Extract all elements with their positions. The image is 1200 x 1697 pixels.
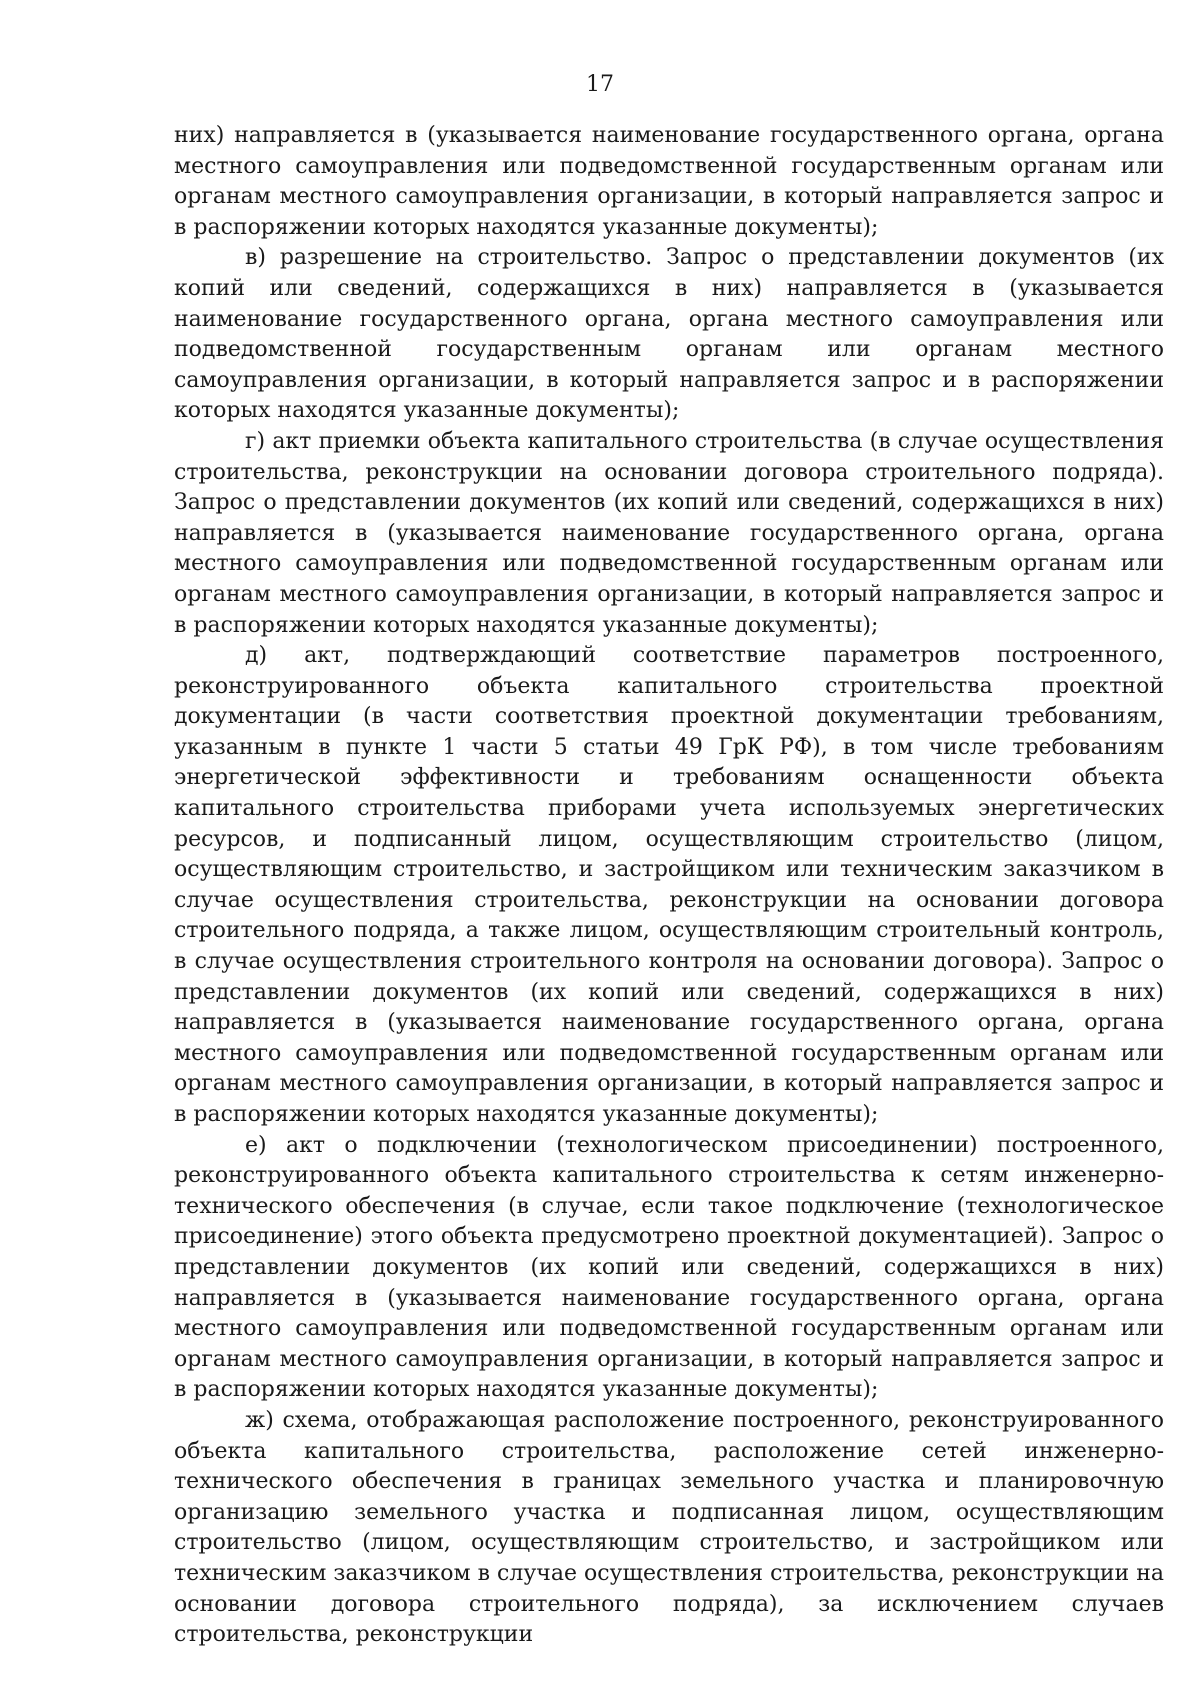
paragraph-item-v: в) разрешение на строительство. Запрос о представлении документов (их копий или сведений, содержащихся в них) направляется в (указывается наименование государственного органа, органа местного самоуправления или подведомственной государственным органам или органам местного самоуправления организации, в который направляется запрос и в распоряжении которых находятся указанные документы); (174, 245, 1164, 424)
document-body (174, 121, 1164, 1651)
paragraph-item-e: е) акт о подключении (технологическом присоединении) построенного, реконструированного объекта капитального строительства к сетям инженерно-технического обеспечения (в случае, если такое подключение (технологическое присоединение) этого объекта предусмотрено проектной документацией). Запрос о представлении документов (их копий или сведений, содержащихся в них) направляется в (указывается наименование государственного органа, органа местного самоуправления или подведомственной государственным органам или органам местного самоуправления организации, в который направляется запрос и в распоряжении которых находятся указанные документы); (174, 1132, 1164, 1403)
paragraph-item-g: г) акт приемки объекта капитального строительства (в случае осуществления строительства, реконструкции на основании договора строительного подряда). Запрос о представлении документов (их копий или сведений, содержащихся в них) направляется в (указывается наименование государственного органа, органа местного самоуправления или подведомственной государственным органам или органам местного самоуправления организации, в который направляется запрос и в распоряжении которых находятся указанные документы); (174, 428, 1164, 638)
paragraph-continuation: них) направляется в (указывается наименование государственного органа, органа местного самоуправления или подведомственной государственным органам или органам местного самоуправления организации, в который направляется запрос и в распоряжении которых находятся указанные документы); (174, 123, 1164, 240)
paragraph-item-d: д) акт, подтверждающий соответствие параметров построенного, реконструированного объекта капитального строительства проектной документации (в части соответствия проектной документации требованиям, указанным в пункте 1 части 5 статьи 49 ГрК РФ), в том числе требованиям энергетической эффективности и требованиям оснащенности объекта капитального строительства приборами учета используемых энергетических ресурсов, и подписанный лицом, осуществляющим строительство (лицом, осуществляющим строительство, и застройщиком или техническим заказчиком в случае осуществления строительства, реконструкции на основании договора строительного подряда, а также лицом, осуществляющим строительный контроль, в случае осуществления строительного контроля на основании договора). Запрос о представлении документов (их копий или сведений, содержащихся в них) направляется в (указывается наименование государственного органа, органа местного самоуправления или подведомственной государственным органам или органам местного самоуправления организации, в который направляется запрос и в распоряжении которых находятся указанные документы); (174, 643, 1164, 1127)
page-number: 17 (586, 72, 614, 97)
paragraph-item-zh: ж) схема, отображающая расположение построенного, реконструированного объекта капитального строительства, расположение сетей инженерно-технического обеспечения в границах земельного участка и планировочную организацию земельного участка и подписанная лицом, осуществляющим строительство (лицом, осуществляющим строительство, и застройщиком или техническим заказчиком в случае осуществления строительства, реконструкции на основании договора строительного подряда), за исключением случаев строительства, реконструкции (174, 1407, 1164, 1648)
